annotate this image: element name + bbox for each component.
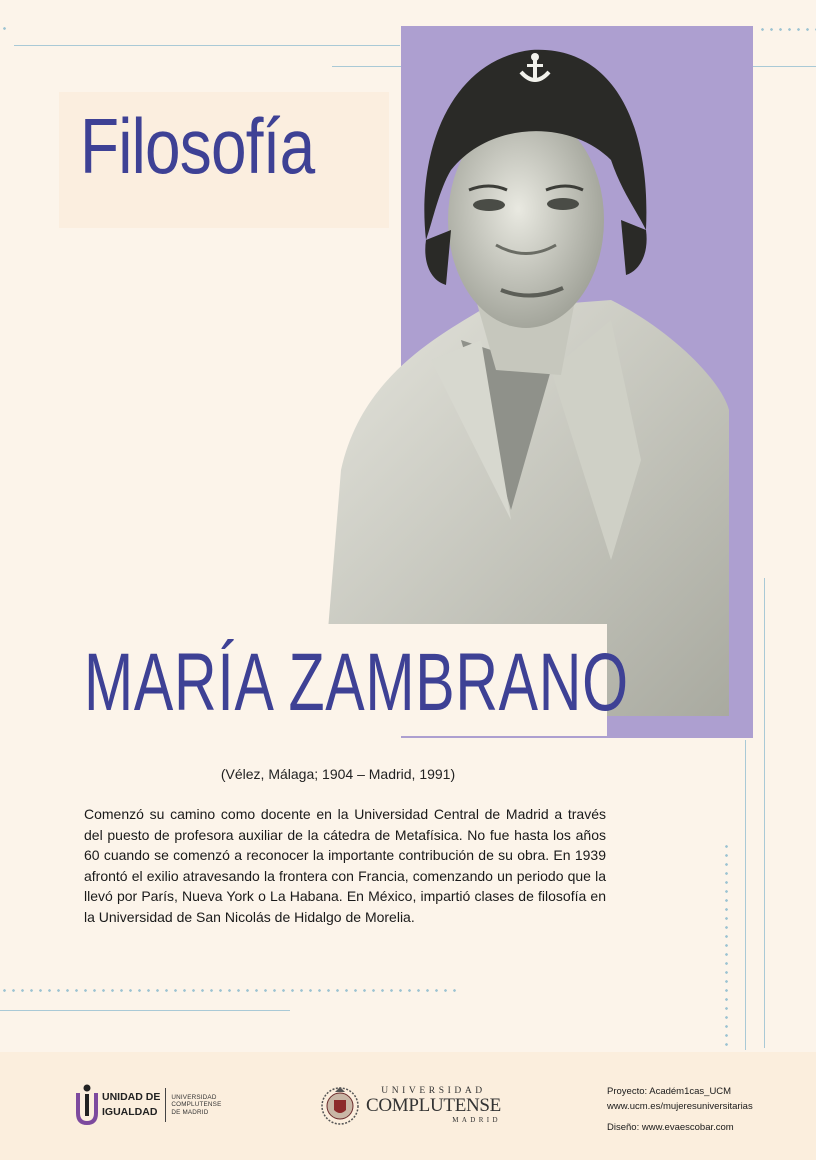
igualdad-sub2: COMPLUTENSE <box>171 1101 222 1109</box>
credits-url[interactable]: www.ucm.es/mujeresuniversitarias <box>607 1101 753 1112</box>
unidad-igualdad-logo <box>74 1082 221 1128</box>
right-dotted-vertical <box>725 842 728 1072</box>
igualdad-icon <box>74 1083 98 1127</box>
igualdad-line2: IGUALDAD <box>102 1106 158 1118</box>
portrait-image <box>311 40 731 716</box>
person-name: MARÍA ZAMBRANO <box>84 637 629 728</box>
igualdad-sub1: UNIVERSIDAD <box>171 1093 217 1101</box>
igualdad-line1: UNIDAD DE <box>102 1091 161 1103</box>
category-title: Filosofía <box>80 102 315 190</box>
igualdad-subtitle <box>171 1094 221 1117</box>
right-vertical-rule-2 <box>745 740 746 1050</box>
ucm-line2: COMPLUTENSE <box>366 1095 501 1116</box>
ucm-logo <box>320 1082 501 1128</box>
top-right-rule <box>753 66 816 67</box>
credits-project: Proyecto: Académ1cas_UCM <box>607 1086 732 1097</box>
right-vertical-rule <box>764 578 765 1048</box>
igualdad-divider <box>165 1088 166 1122</box>
bottom-dotted-line <box>0 989 460 992</box>
ucm-wordmark <box>366 1086 501 1124</box>
credits <box>607 1084 753 1135</box>
ucm-crest-icon <box>320 1082 360 1128</box>
ucm-line3: MADRID <box>452 1116 501 1124</box>
bottom-rule <box>0 1010 290 1011</box>
biography-text: Comenzó su camino como docente en la Universidad Central de Madrid a través del puesto de profesora auxiliar de la cátedra de Metafísica. No fue hasta los años 60 cuando se comenzó a reconocer la importante contribución de su obra. En 1939 afrontó el exilio atravesando la frontera con Francia, comenzando un periodo que la llevó por París, Nueva York o La Habana. En México, impartió clases de filosofía en la Universidad de San Nicolás de Hidalgo de Morelia. <box>84 806 606 925</box>
igualdad-sub3: DE MADRID <box>171 1108 209 1116</box>
birth-death-dates: (Vélez, Málaga; 1904 – Madrid, 1991) <box>220 766 456 782</box>
igualdad-name <box>102 1090 160 1120</box>
credits-design[interactable]: Diseño: www.evaescobar.com <box>607 1122 734 1133</box>
ucm-line1: UNIVERSIDAD <box>381 1086 486 1096</box>
top-left-dotted-line <box>0 27 12 30</box>
top-right-dotted-line <box>758 28 816 31</box>
